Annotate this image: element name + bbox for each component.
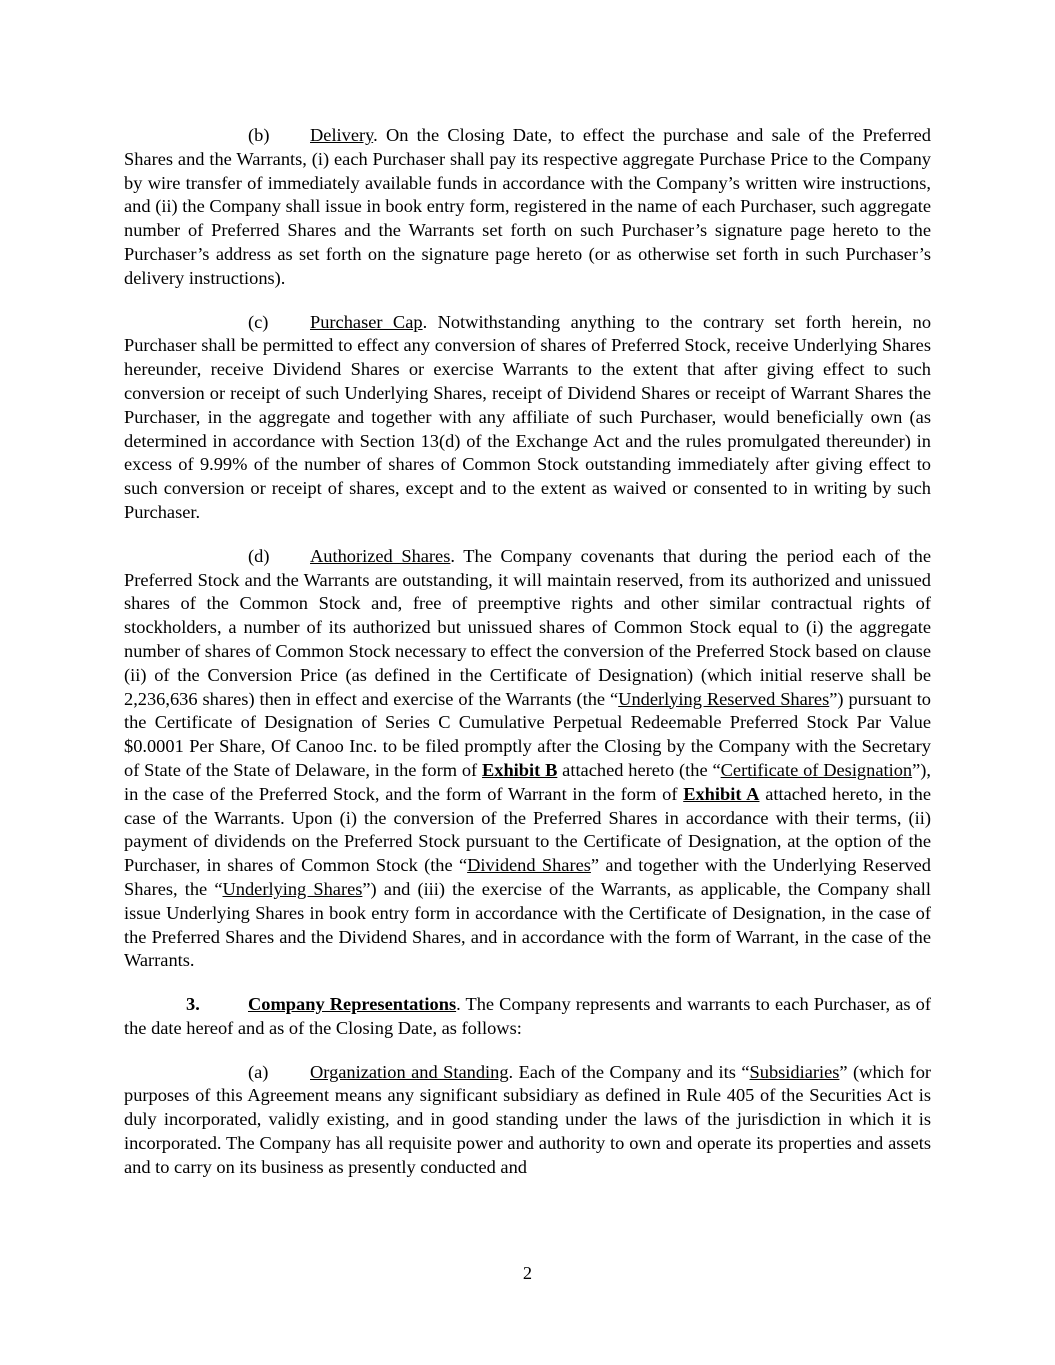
defined-term: Underlying Shares [222,878,363,899]
paragraph-text: . Each of the Company and its “ [508,1061,750,1082]
paragraph-text: ”), in the case of the Preferred Stock, and the form of Warrant in the form of [124,759,931,804]
paragraph-text: . On the Closing Date, to effect the purchase and sale of the Preferred Shares and the Warrants, (i) each Purchaser shall pay its respective aggregate Purchase Price to the Company by wire transfer of immediately available funds in accordance with the Company’s written wire instructions, and (ii) the Company shall issue in book entry form, registered in the name of each Purchaser, such aggregate number of Preferred Shares and the Warrants set forth on such Purchaser’s signature page hereto to the Purchaser’s address as set forth on the signature page hereto (or as otherwise set forth in such Purchaser’s delivery instructions). [124,125,931,288]
paragraph-heading: Organization and Standing [310,1061,509,1082]
document-page [124,124,931,1200]
defined-term: Subsidiaries [749,1061,840,1082]
paragraph-text: attached hereto (the “ [557,759,721,780]
paragraph-text: . The Company represents and warrants to each Purchaser, as of the date hereof and as of the Closing Date, as follows: [124,994,931,1038]
paragraph-text: attached hereto, in the case of the Warrants. Upon (i) the conversion of the Preferred Shares in accordance with their terms, (ii) payment of dividends on the Preferred Stock pursuant to the Certificate of Designation, at the option of the Purchaser, in shares of Common Stock (the “ [124,783,931,876]
paragraph-number: (c) [248,311,269,332]
paragraph-b-delivery [124,124,931,291]
section-number: 3. [186,994,200,1015]
paragraph-text: ” (which for purposes of this Agreement means any significant subsidiary as defined in Rule 405 of the Securities Act is duly incorporated, validly existing, and in good standing under the laws of the jurisdiction in which it is incorporated. The Company has all requisite power and authority to own and operate its properties and assets and to carry on its business as presently conducted and [124,1061,932,1177]
paragraph-number: (d) [248,545,270,566]
paragraph-d-authorized-shares [124,545,931,973]
paragraph-text: ”) and (iii) the exercise of the Warrants, as applicable, the Company shall issue Underlying Shares in book entry form in accordance with the Certificate of Designation, in the case of the Preferred Shares and the Dividend Shares, and in accordance with the form of Warrant, in the case of the Warrants. [124,878,931,971]
paragraph-number: (a) [248,1061,269,1082]
paragraph-a-organization-and-standing [124,1061,931,1180]
paragraph-text: ”) pursuant to the Certificate of Designation of Series C Cumulative Perpetual Redeemable Preferred Stock Par Value $0.0001 Per Share, Of Canoo Inc. to be filed promptly after the Closing by the Company with the Secretary of State of the State of Delaware, in the form of [124,688,931,780]
paragraph-heading: Authorized Shares [310,545,451,566]
section-3-company-representations [124,993,931,1041]
paragraph-heading: Delivery [310,125,374,145]
defined-term: Dividend Shares [467,855,591,876]
paragraph-c-purchaser-cap [124,311,931,525]
paragraph-heading: Purchaser Cap [310,311,423,332]
paragraph-number: (b) [248,125,270,145]
defined-term: Underlying Reserved Shares [618,688,830,709]
defined-term: Certificate of Designation [720,759,913,780]
section-heading: Company Representations [248,994,457,1015]
paragraph-text: . Notwithstanding anything to the contrary set forth herein, no Purchaser shall be permitted to effect any conversion of shares of Preferred Stock, receive Underlying Shares hereunder, receive Dividend Shares or exercise Warrants to the extent that after giving effect to such conversion or receipt of such Underlying Shares, receipt of Dividend Shares or receipt of Warrant Shares the Purchaser, in the aggregate and together with any affiliate of such Purchaser, would beneficially own (as determined in accordance with Section 13(d) of the Exchange Act and the rules promulgated thereunder) in excess of 9.99% of the number of shares of Common Stock outstanding immediately after giving effect to such conversion or receipt of shares, except and to the extent as waived or consented to in writing by such Purchaser. [124,311,932,522]
exhibit-reference: Exhibit B [481,759,558,780]
exhibit-reference: Exhibit A [683,783,760,804]
paragraph-text: ” and together with the Underlying Reserved Shares, the “ [124,855,931,899]
page-number: 2 [522,1263,533,1283]
paragraph-text: . The Company covenants that during the period each of the Preferred Stock and the Warrants are outstanding, it will maintain reserved, from its authorized and unissued shares of the Common Stock and, free of preemptive rights and other similar contractual rights of stockholders, a number of its authorized but unissued shares of Common Stock equal to (i) the aggregate number of shares of Common Stock necessary to effect the conversion of the Preferred Stock based on clause (ii) of the Conversion Price (as defined in the Certificate of Designation) (which initial reserve shall be 2,236,636 shares) then in effect and exercise of the Warrants (the “ [124,545,931,709]
